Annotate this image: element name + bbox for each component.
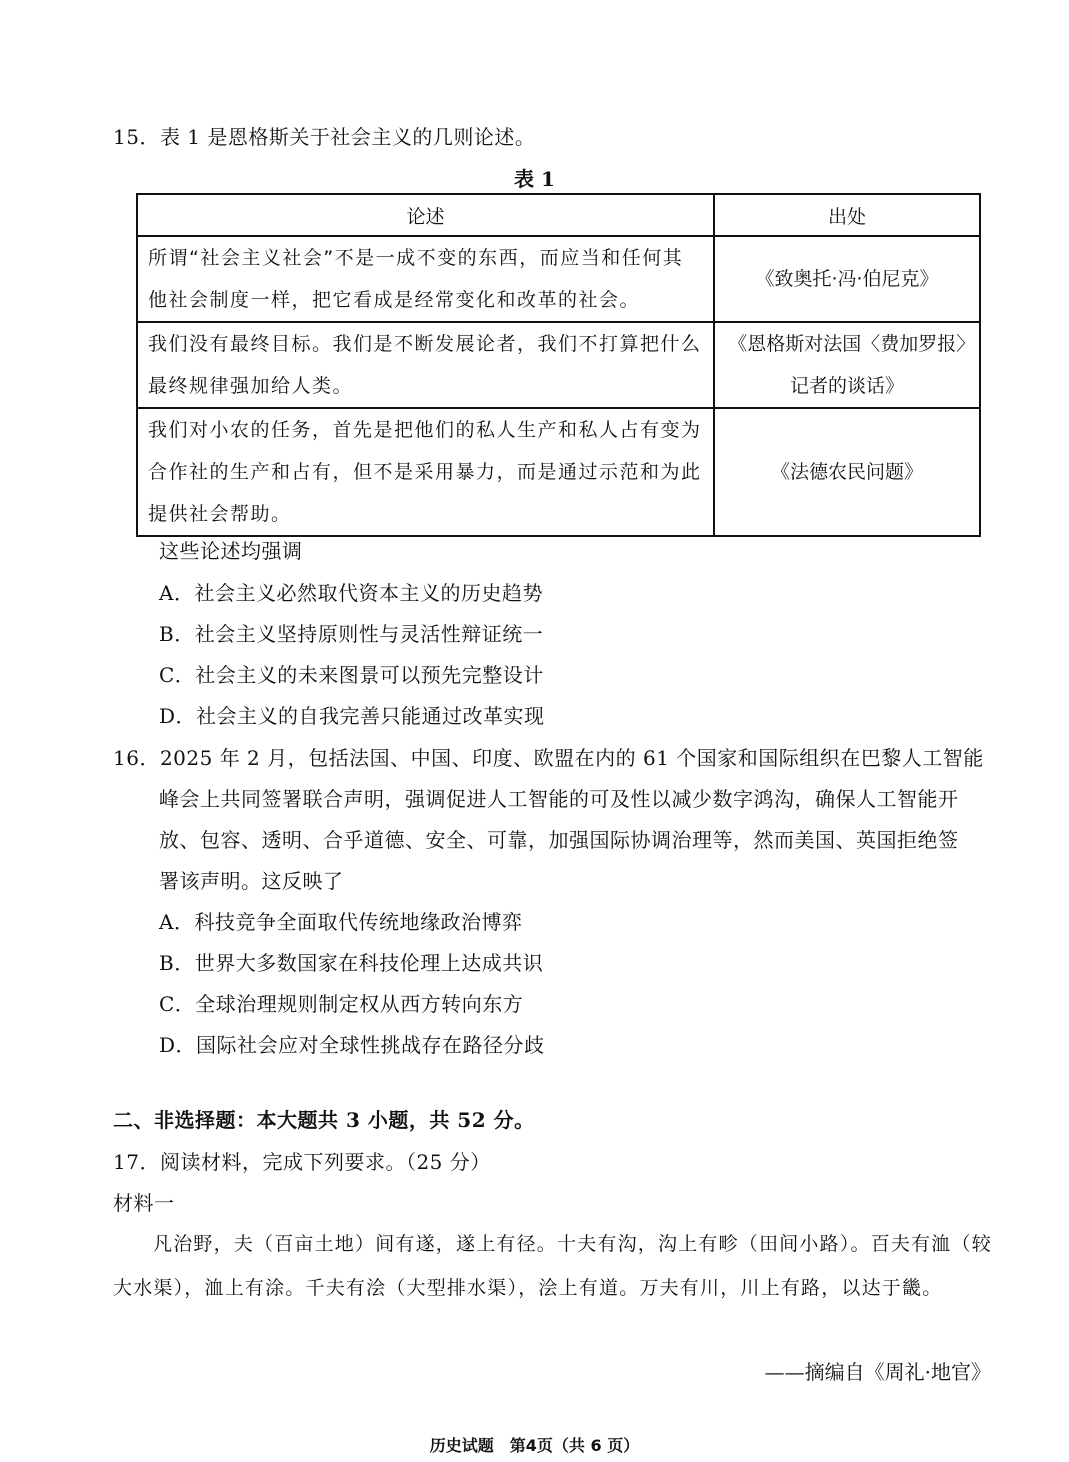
q16-line-1: 16．2025 年 2 月，包括法国、中国、印度、欧盟在内的 61 个国家和国际组织在巴黎人工智能 <box>113 746 984 770</box>
q16-line-2: 峰会上共同签署联合声明，强调促进人工智能的可及性以减少数字鸿沟，确保人工智能开 <box>159 787 959 811</box>
material-text: 凡治野，夫（百亩土地）间有遂，遂上有径。十夫有沟，沟上有畛（田间小路）。百夫有洫（较大水渠），洫上有涂。千夫有浍（大型排水渠），浍上有道。万夫有川，川上有路，以达于畿。 <box>113 1233 992 1299</box>
header-source: 出处 <box>714 194 980 236</box>
table-row <box>137 322 980 408</box>
page-footer: 历史试题 第4页（共 6 页） <box>429 1436 640 1455</box>
q16-option-c: C．全球治理规则制定权从西方转向东方 <box>159 992 524 1016</box>
q16-option-a: A．科技竞争全面取代传统地缘政治博弈 <box>159 910 523 934</box>
q15-option-d: D．社会主义的自我完善只能通过改革实现 <box>159 704 545 728</box>
material-source: ——摘编自《周礼·地官》 <box>764 1360 991 1384</box>
q16-line-3: 放、包容、透明、合乎道德、安全、可靠，加强国际协调治理等，然而美国、英国拒绝签 <box>159 828 959 852</box>
table-row <box>137 236 980 322</box>
material-label: 材料一 <box>113 1191 175 1215</box>
source-cell: 《恩格斯对法国〈费加罗报〉记者的谈话》 <box>714 322 980 408</box>
q16-line-4: 署该声明。这反映了 <box>159 869 344 893</box>
table-caption: 表 1 <box>514 167 555 191</box>
section-heading: 二、非选择题：本大题共 3 小题，共 52 分。 <box>113 1108 535 1132</box>
q15-stem: 15．表 1 是恩格斯关于社会主义的几则论述。 <box>113 125 536 149</box>
header-claim: 论述 <box>137 194 714 236</box>
source-cell: 《法德农民问题》 <box>714 408 980 536</box>
claim-cell: 所谓“社会主义社会”不是一成不变的东西，而应当和任何其他社会制度一样，把它看成是经常变化和改革的社会。 <box>137 236 714 322</box>
q15-option-b: B．社会主义坚持原则性与灵活性辩证统一 <box>159 622 544 646</box>
source-cell: 《致奥托·冯·伯尼克》 <box>714 236 980 322</box>
claim-cell: 我们没有最终目标。我们是不断发展论者，我们不打算把什么最终规律强加给人类。 <box>137 322 714 408</box>
claim-cell: 我们对小农的任务，首先是把他们的私人生产和私人占有变为合作社的生产和占有，但不是采用暴力，而是通过示范和为此提供社会帮助。 <box>137 408 714 536</box>
q15-option-a: A．社会主义必然取代资本主义的历史趋势 <box>159 581 543 605</box>
q16-option-b: B．世界大多数国家在科技伦理上达成共识 <box>159 951 544 975</box>
table-row <box>137 408 980 536</box>
q17-stem: 17．阅读材料，完成下列要求。（25 分） <box>113 1150 491 1174</box>
q15-option-c: C．社会主义的未来图景可以预先完整设计 <box>159 663 544 687</box>
q15-question: 这些论述均强调 <box>159 539 303 563</box>
engels-quotes-table <box>136 193 981 537</box>
q16-option-d: D．国际社会应对全球性挑战存在路径分歧 <box>159 1033 545 1057</box>
